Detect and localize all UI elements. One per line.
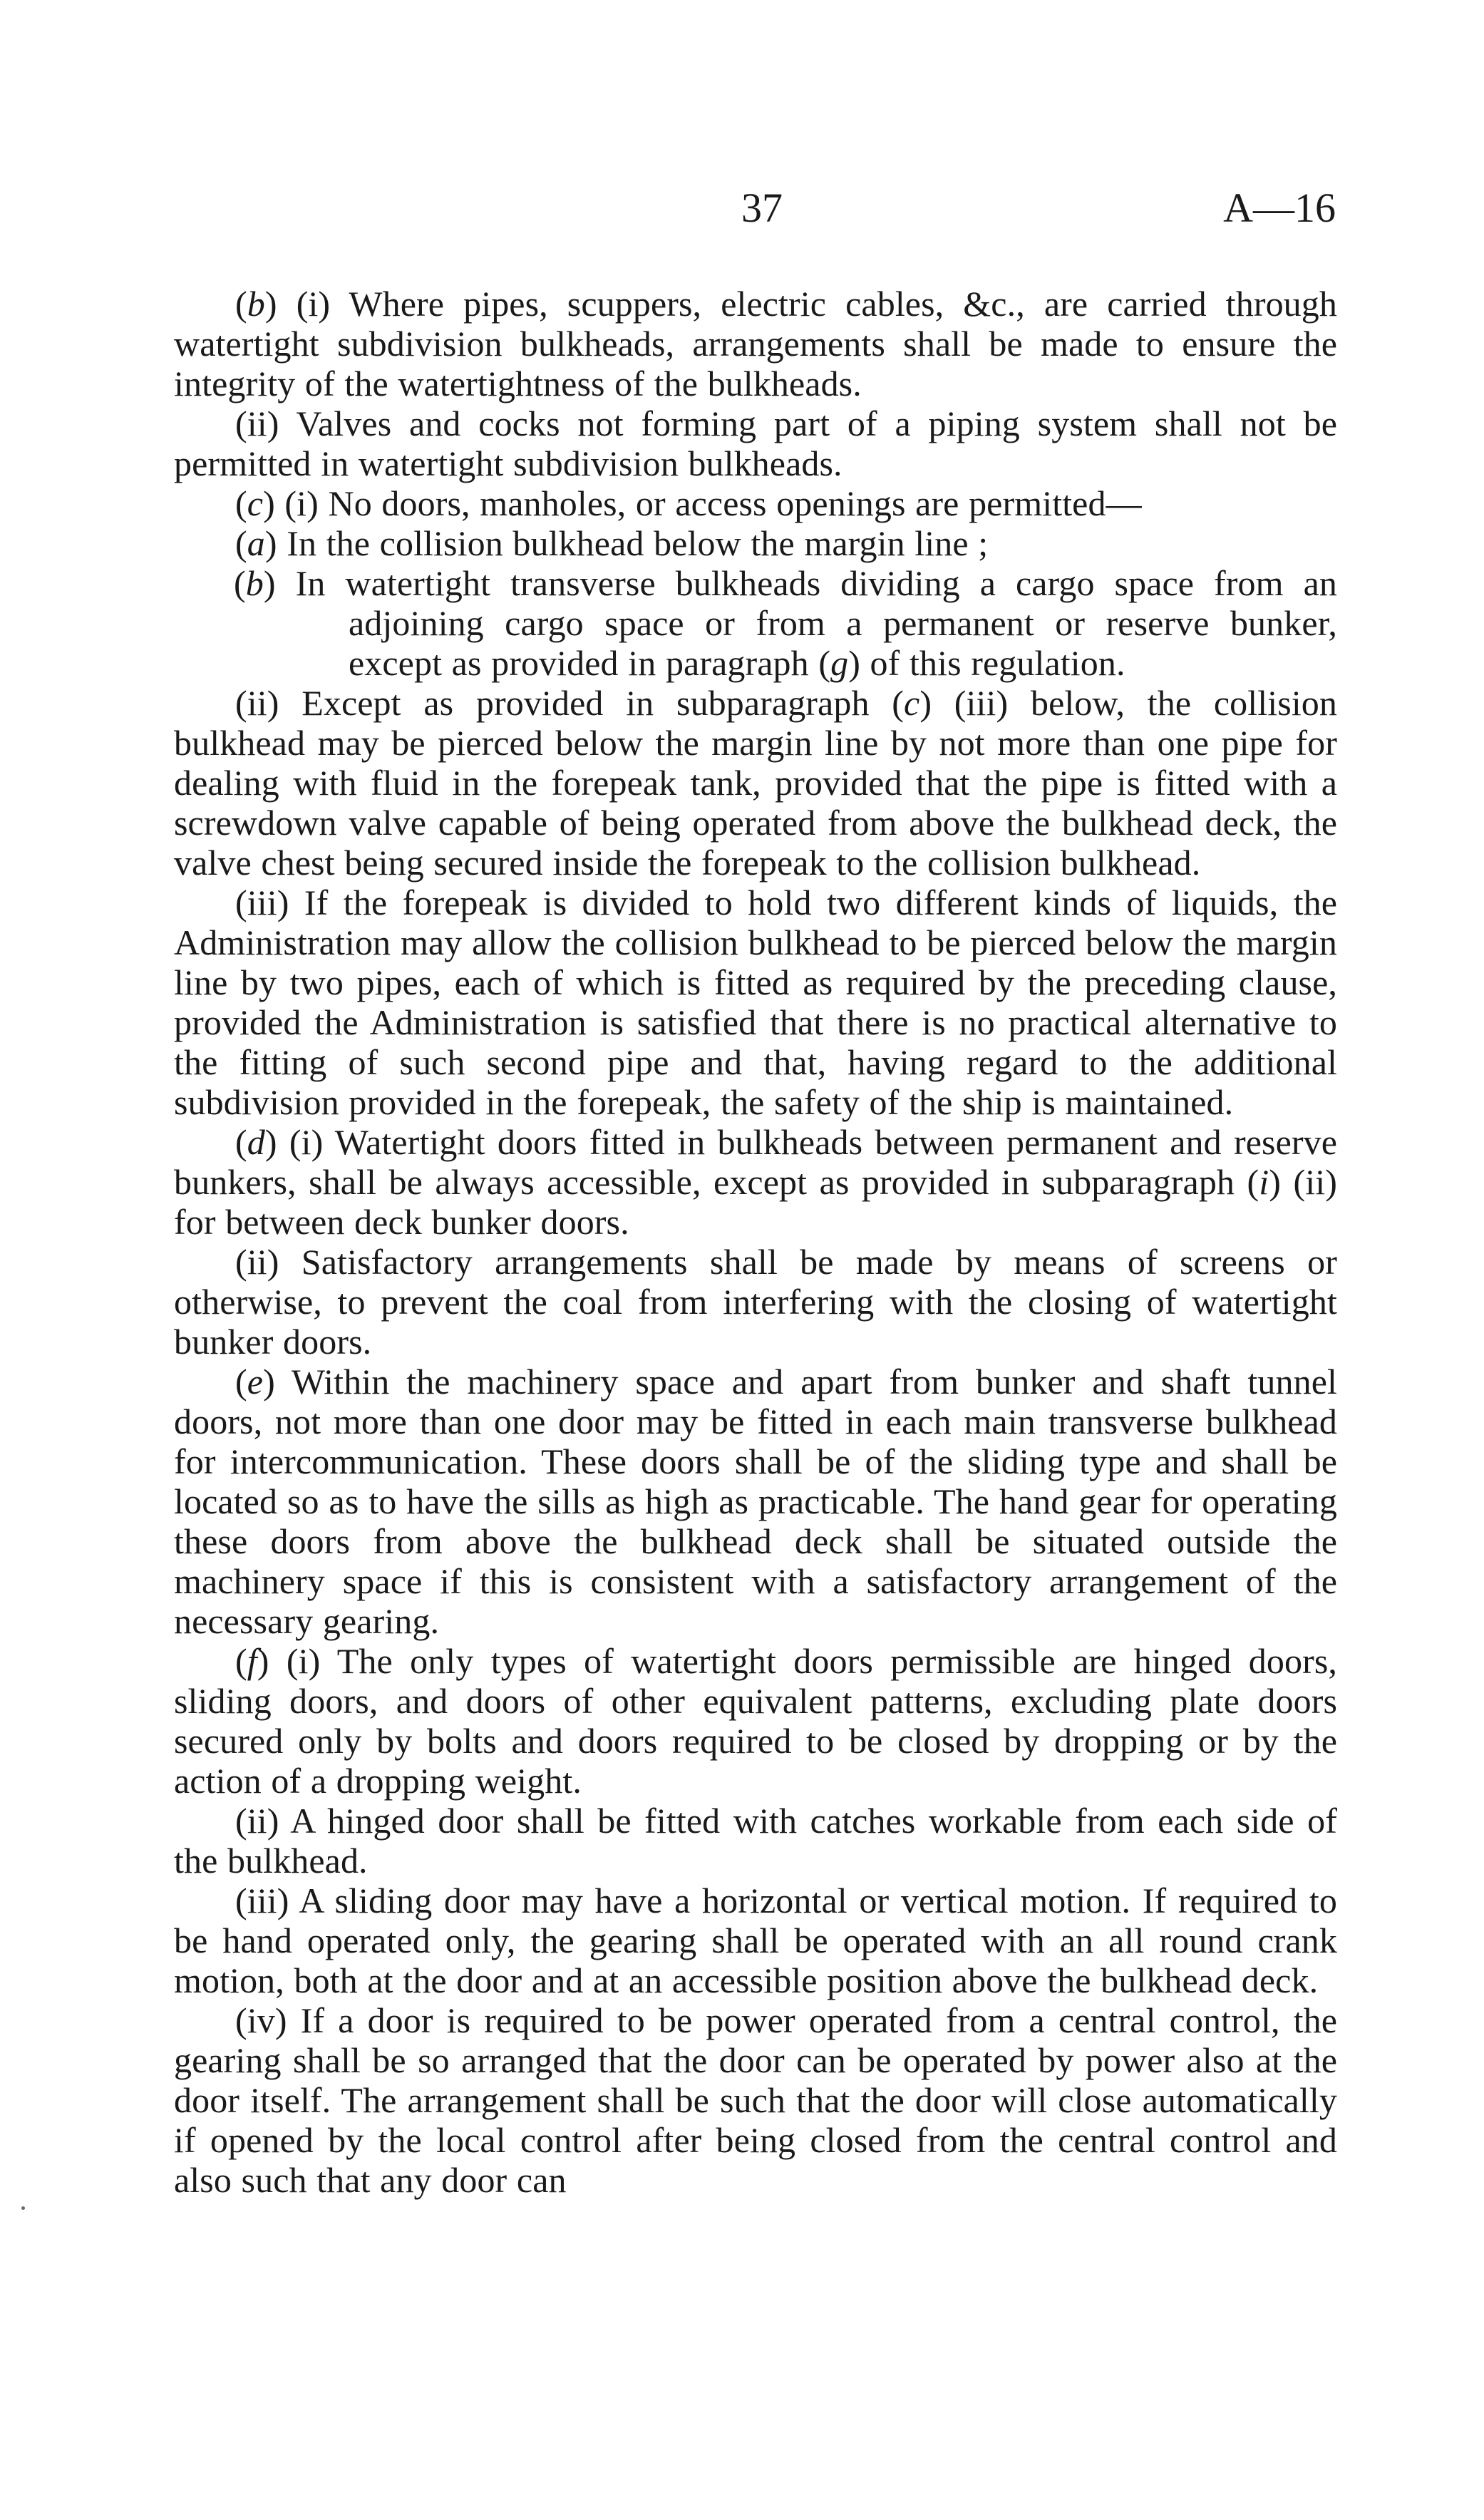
- paragraph-text: (i) Watertight doors fitted in bulkheads between permanent and reserve bunkers, shall be always accessible, except as provided in subparagraph (: [174, 1122, 1337, 1202]
- list-item-a: [174, 523, 1337, 563]
- paragraph-label-letter: e: [247, 1362, 264, 1402]
- list-label-letter: b: [245, 563, 264, 603]
- paragraph-label-open: (: [235, 1122, 247, 1162]
- paragraph-f-iii: [174, 1881, 1337, 2000]
- paragraph-f-i: [174, 1641, 1337, 1801]
- paragraph-label-close: ): [257, 1641, 269, 1681]
- paragraph-label-close: ): [263, 483, 275, 523]
- paragraph-label-open: (: [235, 1641, 247, 1681]
- paragraph-c-i: [174, 483, 1337, 523]
- paragraph-text: (iv) If a door is required to be power operated from a central control, the gearing shall be so arranged that the door can be operated by power also at the door itself. The arrangement shall be such that the door will close automatically if opened by the local control after being closed from the central control and also such that any door can: [174, 2000, 1337, 2200]
- paragraph-c-iii: [174, 883, 1337, 1122]
- paragraph-text: (ii) Satisfactory arrangements shall be made by means of screens or otherwise, to prevent the coal from interfering with the closing of watertight bunker doors.: [174, 1242, 1337, 1362]
- reference-letter: c: [904, 683, 920, 723]
- paragraph-text: (ii) A hinged door shall be fitted with catches workable from each side of the bulkhead.: [174, 1801, 1337, 1881]
- paragraph-text: (iii) If the forepeak is divided to hold two different kinds of liquids, the Administration may allow the collision bulkhead to be pierced below the margin line by two pipes, each of which is fitted as required by the preceding clause, provided the Administration is satisfied that there is no practical alternative to the fitting of such second pipe and that, having regard to the additional subdivision provided in the forepeak, the safety of the ship is maintained.: [174, 883, 1337, 1122]
- paragraph-label-letter: d: [247, 1122, 265, 1162]
- paragraph-label-close: ): [263, 1362, 275, 1402]
- regulation-body: [174, 284, 1337, 2200]
- paragraph-e: [174, 1362, 1337, 1641]
- paragraph-label-close: ): [264, 1122, 277, 1162]
- paragraph-text-end: ) (iii) below, the collision bulkhead may be pierced below the margin line by not more than one pipe for dealing with fluid in the forepeak tank, provided that the pipe is fitted with a screwdown valve capable of being operated from above the bulkhead deck, the valve chest being secured inside the forepeak to the collision bulkhead.: [174, 683, 1338, 883]
- list-item-text-end: ) of this regulation.: [848, 643, 1125, 683]
- list-label-open: (: [235, 523, 247, 563]
- paragraph-label-close: ): [264, 284, 277, 324]
- paragraph-f-ii: [174, 1801, 1337, 1881]
- paragraph-f-iv: [174, 2000, 1337, 2200]
- list-item-text: In watertight transverse bulkheads dividing a cargo space from an adjoining cargo space or from a permanent or reserve bunker, except as provided in paragraph (: [275, 563, 1337, 683]
- paragraph-label-open: (: [235, 483, 247, 523]
- list-label-open: (: [234, 563, 246, 603]
- paragraph-b-i: [174, 284, 1337, 403]
- list-label-close: ): [264, 523, 277, 563]
- list-item-text: In the collision bulkhead below the margin line ;: [277, 523, 989, 563]
- page-header: [0, 185, 1484, 242]
- paragraph-label-open: (: [235, 1362, 247, 1402]
- scan-speck: [21, 2206, 25, 2210]
- document-id: A—16: [1223, 185, 1336, 231]
- paragraph-text: (iii) A sliding door may have a horizontal or vertical motion. If required to be hand operated only, the gearing shall be operated with an all round crank motion, both at the door and at an accessible position above the bulkhead deck.: [174, 1881, 1337, 2000]
- paragraph-text: (i) Where pipes, scuppers, electric cables, &c., are carried through watertight subdivision bulkheads, arrangements shall be made to ensure the integrity of the watertightness of the bulkheads.: [174, 284, 1337, 403]
- paragraph-text: (i) No doors, manholes, or access openings are permitted—: [274, 483, 1142, 523]
- paragraph-b-ii: [174, 403, 1337, 483]
- paragraph-label-letter: f: [247, 1641, 257, 1681]
- paragraph-label-open: (: [235, 284, 247, 324]
- paragraph-text: Within the machinery space and apart from bunker and shaft tunnel doors, not more than one door may be fitted in each main transverse bulkhead for intercommunication. These doors shall be of the sliding type and shall be located so as to have the sills as high as practicable. The hand gear for operating these doors from above the bulkhead deck shall be situated outside the machinery space if this is consistent with a satisfactory arrangement of the necessary gearing.: [174, 1362, 1337, 1641]
- paragraph-d-ii: [174, 1242, 1337, 1362]
- page-number: 37: [741, 185, 783, 231]
- list-label-letter: a: [247, 523, 265, 563]
- paragraph-text: (ii) Valves and cocks not forming part of a piping system shall not be permitted in watertight subdivision bulkheads.: [174, 403, 1337, 483]
- list-label-close: ): [263, 563, 276, 603]
- paragraph-text: (ii) Except as provided in subparagraph (: [235, 683, 905, 723]
- reference-letter: i: [1259, 1162, 1269, 1202]
- reference-letter: g: [830, 643, 849, 683]
- list-item-b: [174, 563, 1337, 683]
- paragraph-text-end: ) (ii) for between deck bunker doors.: [174, 1162, 1337, 1242]
- paragraph-c-ii: [174, 683, 1337, 883]
- paragraph-label-letter: c: [247, 483, 264, 523]
- paragraph-label-letter: b: [247, 284, 265, 324]
- paragraph-d-i: [174, 1122, 1337, 1242]
- paragraph-text: (i) The only types of watertight doors permissible are hinged doors, sliding doors, and doors of other equivalent patterns, excluding plate doors secured only by bolts and doors required to be closed by dropping or by the action of a dropping weight.: [174, 1641, 1337, 1801]
